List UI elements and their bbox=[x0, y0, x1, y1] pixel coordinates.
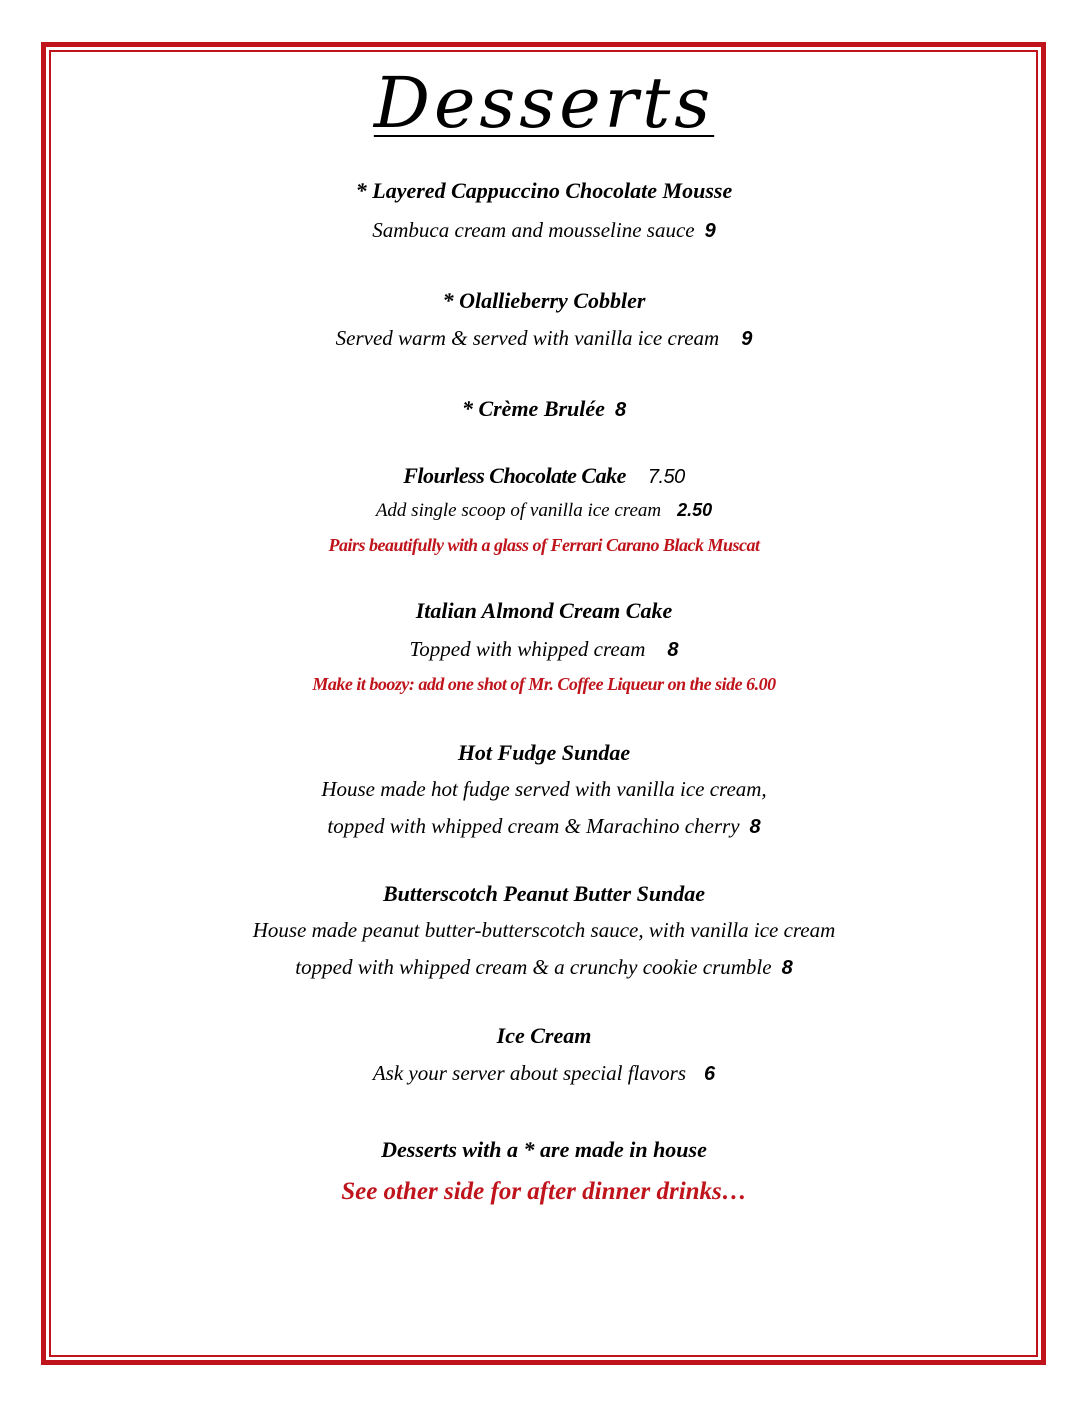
item-price: 6 bbox=[704, 1063, 716, 1085]
item-description bbox=[60, 326, 1028, 351]
item-name: * Layered Cappuccino Chocolate Mousse bbox=[355, 178, 733, 203]
item-price: 8 bbox=[614, 399, 627, 421]
item-name: Hot Fudge Sundae bbox=[457, 740, 631, 765]
item-name-text: * Crème Brulée bbox=[461, 396, 605, 421]
see-other-side-note: See other side for after dinner drinks… bbox=[341, 1178, 747, 1205]
item-price: 7.50 bbox=[647, 466, 685, 488]
item-name bbox=[60, 463, 1028, 489]
boozy-note: Make it boozy: add one shot of Mr. Coffee Liqueur on the side 6.00 bbox=[312, 674, 776, 694]
item-description: House made hot fudge served with vanilla ice cream, bbox=[321, 777, 767, 801]
item-description: House made peanut butter-butterscotch sauce, with vanilla ice cream bbox=[252, 918, 836, 942]
item-price: 9 bbox=[741, 328, 753, 350]
pairing-note: Pairs beautifully with a glass of Ferrari Carano Black Muscat bbox=[328, 535, 760, 555]
item-name: Butterscotch Peanut Butter Sundae bbox=[382, 881, 706, 906]
item-description bbox=[60, 637, 1028, 662]
item-name: * Olallieberry Cobbler bbox=[442, 288, 646, 313]
item-price: 8 bbox=[667, 639, 679, 661]
item-description bbox=[60, 1061, 1028, 1086]
item-description-text: Ask your server about special flavors bbox=[372, 1061, 687, 1085]
page-title bbox=[60, 62, 1028, 144]
item-description-text: topped with whipped cream & a crunchy cookie crumble bbox=[295, 955, 772, 979]
item-description bbox=[60, 955, 1028, 980]
item-description bbox=[60, 218, 1028, 243]
item-price: 8 bbox=[781, 957, 793, 979]
house-made-note: Desserts with a * are made in house bbox=[381, 1137, 707, 1162]
item-description-text: topped with whipped cream & Marachino cherry bbox=[327, 814, 740, 838]
item-price: 9 bbox=[704, 220, 716, 242]
item-name-text: Flourless Chocolate Cake bbox=[403, 463, 626, 488]
item-name: Italian Almond Cream Cake bbox=[415, 598, 673, 623]
item-price: 2.50 bbox=[677, 500, 713, 520]
item-description-text: Topped with whipped cream bbox=[409, 637, 646, 661]
page-title-text: Desserts bbox=[373, 62, 715, 144]
item-description bbox=[60, 500, 1028, 522]
item-price: 8 bbox=[749, 816, 761, 838]
item-description bbox=[60, 814, 1028, 839]
item-name: Ice Cream bbox=[496, 1023, 592, 1048]
item-description-text: Sambuca cream and mousseline sauce bbox=[372, 218, 695, 242]
item-name bbox=[60, 396, 1028, 422]
item-description-text: Served warm & served with vanilla ice cream bbox=[335, 326, 720, 350]
item-description-text: Add single scoop of vanilla ice cream bbox=[375, 500, 662, 521]
